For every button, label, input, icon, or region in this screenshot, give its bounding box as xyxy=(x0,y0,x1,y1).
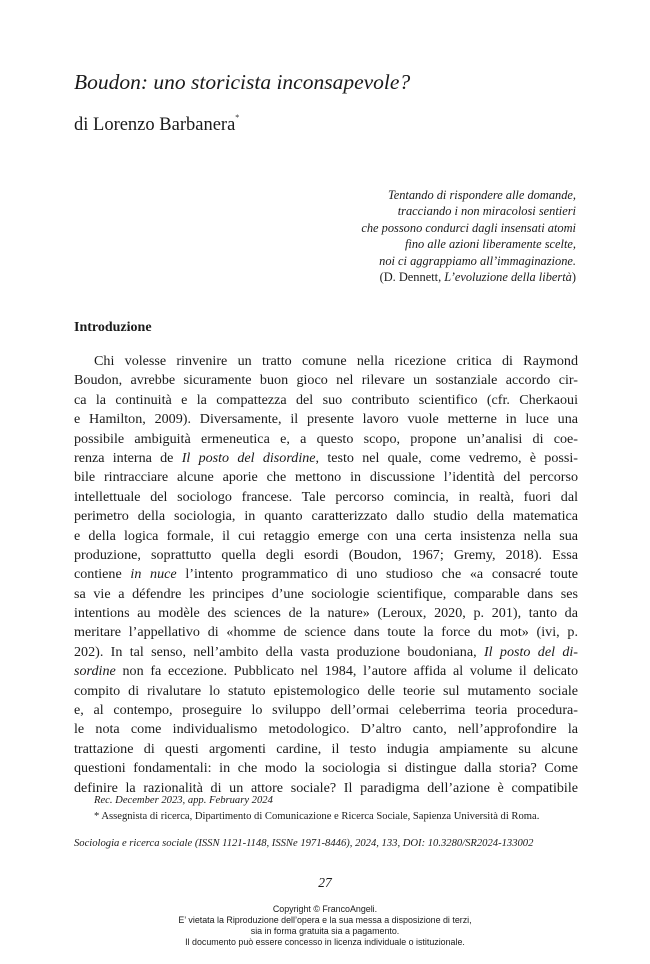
body-line: e della logica formale, il cui retaggio emerge con una certa insistenza nella sua xyxy=(74,527,578,544)
body-paragraph xyxy=(74,352,578,798)
book-title: Il posto del disordine xyxy=(181,449,316,466)
body-line: perimetro della sociologia, in quanto caratterizzato dallo studio della matematica xyxy=(74,508,578,525)
body-line: e Hamilton, 2009). Diversamente, il presente lavoro vuole metterne in luce una xyxy=(74,411,578,428)
copyright-line: E’ vietata la Riproduzione dell’opera e la sua messa a disposizione di terzi, xyxy=(178,915,472,926)
copyright-line: Il documento può essere concesso in licenza individuale o istituzionale. xyxy=(185,937,465,948)
epigraph-source-suffix: ) xyxy=(571,270,576,285)
received-dates: Rec. December 2023, app. February 2024 xyxy=(94,795,273,806)
body-line: intellettuale del sociologo francese. Tale percorso comincia, in realtà, fuori dal xyxy=(74,488,578,505)
book-title: Il posto del di- xyxy=(483,643,578,660)
epigraph-line: noi ci aggrappiamo all’immaginazione. xyxy=(379,253,576,268)
epigraph-source xyxy=(276,269,576,285)
body-line xyxy=(74,643,578,662)
epigraph-line: fino alle azioni liberamente scelte, xyxy=(404,237,576,252)
epigraph-line: tracciando i non miracolosi sentieri xyxy=(397,204,576,219)
page-number: 27 xyxy=(318,875,332,890)
body-line: Boudon, avrebbe sicuramente buon gioco nel rilevare un sostanziale accordo cir- xyxy=(74,372,578,389)
book-title: sordine xyxy=(74,663,116,680)
epigraph xyxy=(276,187,576,285)
body-line: ca la continuità e la compattezza del suo contributo scientifico (cfr. Cherkaoui xyxy=(74,391,578,408)
latin-phrase: in nuce xyxy=(130,566,177,583)
body-line: meritare l’appellativo di «homme de science dans toute la force du mot» (ivi, p. xyxy=(74,624,578,641)
body-line: trattazione di questi argomenti cardine, il testo indugia ampiamente su alcune xyxy=(74,740,578,757)
body-line: possibile ambiguità ermeneutica e, a questo scopo, propone un’analisi di coe- xyxy=(74,430,578,447)
copyright-notice xyxy=(0,904,650,948)
body-line: bile rintracciare alcune aporie che mettono in discussione l’identità del percorso xyxy=(74,469,578,486)
body-line: e, al contempo, proseguire lo sviluppo dell’ormai celeberrima teoria procedura- xyxy=(74,702,578,719)
body-line: sa vie a défendre les principes d’une sociologie scientifique, comparable dans ses xyxy=(74,585,578,602)
article-title: Boudon: uno storicista inconsapevole? xyxy=(74,70,411,94)
body-line: intentions au modèle des sciences de la nature» (Leroux, 2020, p. 201), tanto da xyxy=(74,605,578,622)
epigraph-source-title: L’evoluzione della libertà xyxy=(444,270,572,285)
text-run: , testo nel quale, come vedremo, è possi- xyxy=(315,449,578,466)
copyright-line: Copyright © FrancoAngeli. xyxy=(272,904,378,914)
journal-citation: Sociologia e ricerca sociale (ISSN 1121-1148, ISSNe 1971-8446), 2024, 133, DOI: 10.3280/SR2024-133002 xyxy=(74,838,534,849)
body-line: Chi volesse rinvenire un tratto comune nella ricezione critica di Raymond xyxy=(94,353,578,369)
epigraph-line: che possono condurci dagli insensati atomi xyxy=(361,220,576,235)
body-line: questioni fondamentali: in che modo la sociologia si distingue dalla storia? Come xyxy=(74,760,578,777)
copyright-line: sia in forma gratuita sia a pagamento. xyxy=(250,926,400,937)
body-line: compito di rivalutare lo statuto epistemologico delle teorie sul mutamento sociale xyxy=(74,682,578,699)
text-run: non fa eccezione. Pubblicato nel 1984, l’autore affida al volume il delicato xyxy=(115,663,578,680)
body-line: definire la razionalità di un attore sociale? Il paradigma dell’azione è compatibile xyxy=(74,779,578,796)
article-author xyxy=(74,112,240,136)
section-heading: Introduzione xyxy=(74,320,152,335)
author-footnote-mark: * xyxy=(235,112,240,122)
text-run: contiene xyxy=(74,566,131,583)
text-run: 202). In tal senso, nell’ambito della vasta produzione boudoniana, xyxy=(74,643,484,660)
body-line xyxy=(74,449,578,468)
text-run: l’intento programmatico di uno studioso che «a consacré toute xyxy=(176,566,579,583)
body-line: produzione, soprattutto quella degli esordi (Boudon, 1967; Gremy, 2018). Essa xyxy=(74,546,578,563)
body-line xyxy=(74,565,578,584)
author-footnote: * Assegnista di ricerca, Dipartimento di Comunicazione e Ricerca Sociale, Sapienza Università di Roma. xyxy=(94,811,540,822)
epigraph-line: Tentando di rispondere alle domande, xyxy=(387,188,576,202)
author-name: di Lorenzo Barbanera xyxy=(74,115,236,135)
body-line: le nota come individualismo metodologico. D’altro canto, nell’approfondire la xyxy=(74,721,578,738)
body-line xyxy=(74,662,578,681)
epigraph-source-prefix: (D. Dennett, xyxy=(379,270,445,285)
text-run: renza interna de xyxy=(74,449,182,466)
